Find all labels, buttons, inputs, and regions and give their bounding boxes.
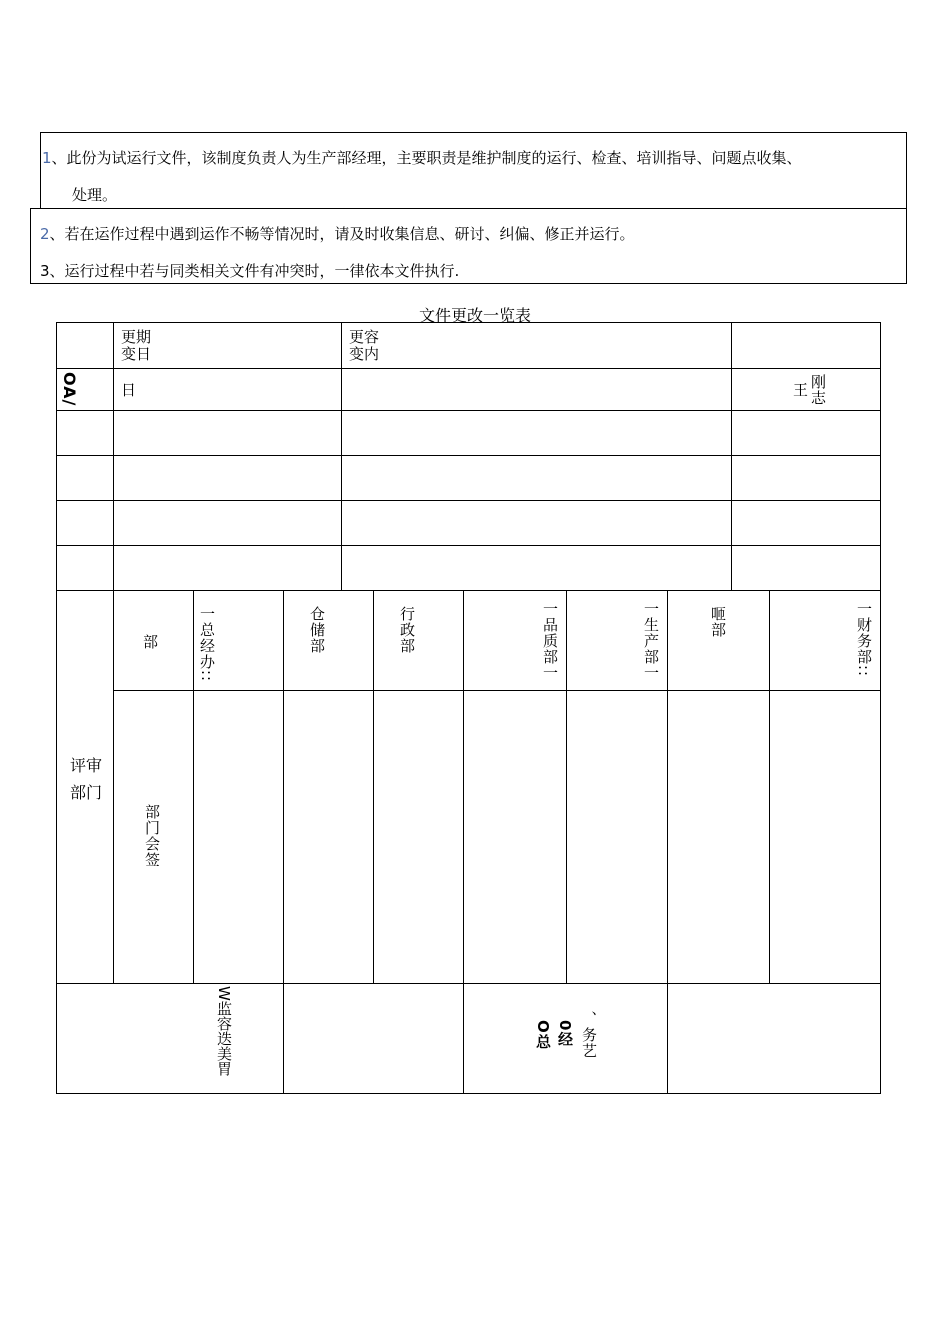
- dept-sign-label: 部门会签: [143, 804, 161, 868]
- header-date-line-2: 变日: [121, 345, 152, 363]
- note-1-continued: 处理。: [72, 186, 118, 204]
- row1-version: OA/: [60, 372, 79, 407]
- header-content-line-2: 变内: [349, 345, 380, 363]
- note-3: 3、运行过程中若与同类相关文件有冲突时，一律依本文件执行.: [40, 262, 460, 280]
- row1-person-surname: 王: [793, 381, 809, 399]
- note-1: [42, 148, 802, 168]
- note-1-text: 、此份为试运行文件，该制度负责人为生产部经理，主要职责是维护制度的运行、检查、培训指导、问题点收集、: [51, 149, 802, 167]
- notes-box-1: [40, 132, 907, 209]
- table-border: [56, 322, 881, 1094]
- note-2-number: 2: [40, 225, 50, 243]
- dept-quality: 一品质部一: [541, 601, 559, 681]
- footer-cell-1: W监容迭美胃: [215, 986, 233, 1076]
- dept-unknown: 咂部: [709, 606, 727, 638]
- dept-warehouse: 仓储部: [308, 606, 326, 654]
- footer-cell-2-a: 、务艺: [580, 1011, 598, 1059]
- dept-production: 一生产部一: [642, 601, 660, 681]
- footer-cell-2-b: 0经: [556, 1020, 574, 1048]
- note-2-text: 、若在运作过程中遇到运作不畅等情况时，请及时收集信息、研讨、纠偏、修正并运行。: [49, 225, 635, 243]
- table-title: 文件更改一览表: [418, 306, 531, 325]
- dept-label: 部: [143, 633, 159, 651]
- dept-finance: 一财务部::: [855, 601, 873, 678]
- dept-administration: 行政部: [398, 606, 416, 654]
- footer-cell-2-c: O总: [534, 1020, 552, 1050]
- dept-general-office: 一总经办::: [198, 606, 216, 683]
- row1-date: 日: [121, 381, 137, 399]
- row1-person-name: 刚志: [811, 373, 827, 407]
- review-section-label: 评审部门: [70, 756, 103, 802]
- header-date-line-1: 更期: [121, 328, 152, 346]
- header-content-line-1: 更容: [349, 328, 380, 346]
- note-1-number: 1: [42, 149, 52, 167]
- note-2: [40, 224, 635, 244]
